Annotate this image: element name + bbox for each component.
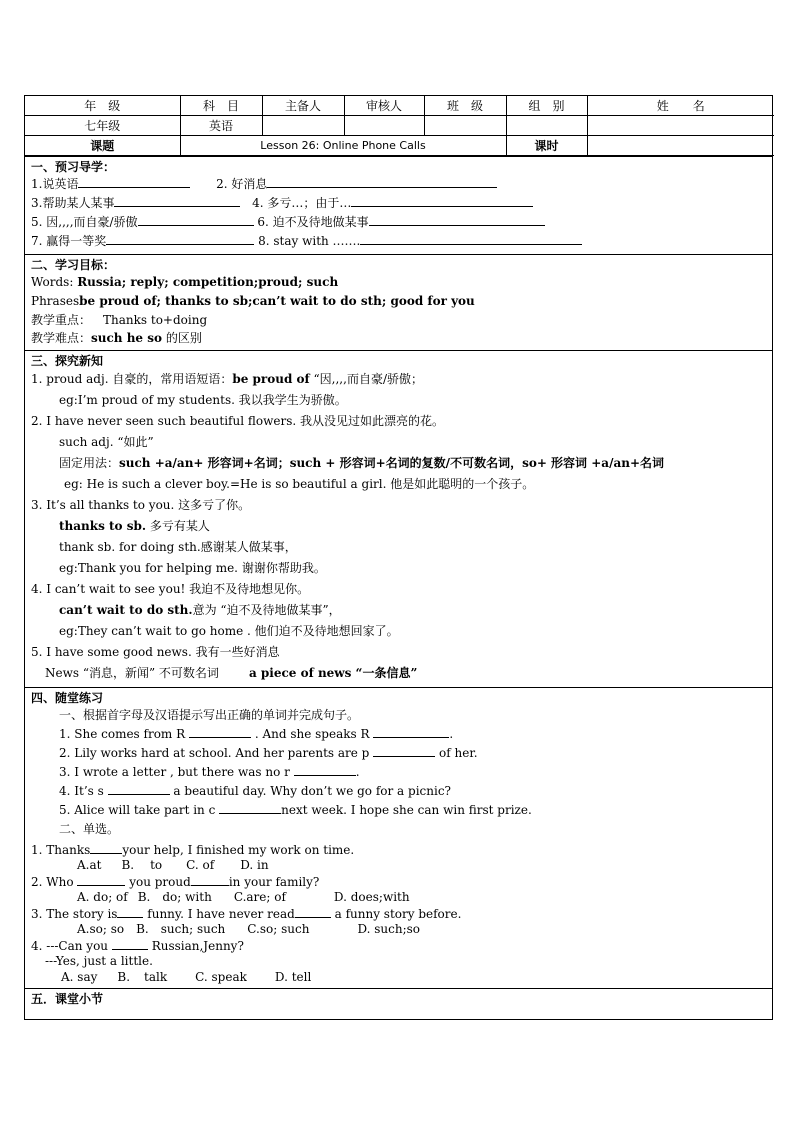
option-b-label[interactable]: B.	[137, 890, 151, 904]
explore-text: 意为 “迫不及待地做某事”，	[192, 603, 341, 617]
worksheet	[24, 95, 773, 1020]
fill-question-2	[31, 744, 766, 763]
question-text: 4. It’s s	[59, 784, 104, 798]
section-practice-title: 四、随堂练习	[31, 691, 104, 705]
option-b-label[interactable]: B.	[117, 970, 131, 984]
preview-line-2	[31, 194, 766, 213]
question-text: a funny story before.	[330, 907, 462, 921]
preview-item-1: 1.说英语	[31, 177, 79, 191]
answer-blank[interactable]	[90, 841, 122, 854]
answer-blank[interactable]	[360, 232, 582, 245]
preview-item-8: 8. stay with …….	[258, 234, 361, 248]
mc-question-4	[31, 937, 766, 953]
mc-options-3	[31, 921, 766, 937]
explore-line	[31, 369, 766, 390]
question-text: 5. Alice will take part in c	[59, 803, 216, 817]
answer-blank[interactable]	[373, 744, 435, 757]
preparer-cell	[262, 116, 344, 136]
group-cell	[506, 116, 587, 136]
preview-item-5: 5. 因,,,,而自豪/骄傲	[31, 215, 138, 229]
preview-item-6: 6. 迫不及待地做某事	[257, 215, 369, 229]
label-subject: 科 目	[180, 96, 262, 116]
section-practice	[25, 687, 772, 988]
answer-blank[interactable]	[295, 905, 331, 918]
explore-line: 2. I have never seen such beautiful flowers. 我从没见过如此漂亮的花。	[31, 414, 444, 428]
answer-blank[interactable]	[373, 725, 449, 738]
header-row-labels	[25, 96, 774, 116]
answer-blank[interactable]	[219, 801, 281, 814]
option-b[interactable]: such; such	[160, 922, 226, 936]
option-a[interactable]: A.at	[77, 858, 102, 872]
question-text: funny. I have never read	[143, 907, 295, 921]
mc-question-3	[31, 905, 766, 921]
key-label: 教学重点：	[31, 313, 92, 327]
option-b[interactable]: to	[150, 858, 163, 872]
fill-question-3	[31, 763, 766, 782]
option-d[interactable]: D. in	[240, 858, 269, 872]
words-list: Russia; reply; competition;proud; such	[77, 275, 339, 289]
objective-words	[31, 273, 766, 292]
practice-part-2: 二、单选。	[59, 822, 120, 836]
label-preparer: 主备人	[262, 96, 344, 116]
question-text: 1. Thanks	[31, 843, 91, 857]
explore-line: eg:They can’t wait to go home . 他们迫不及待地想回家了。	[59, 624, 399, 638]
mc-options-1	[31, 857, 766, 873]
topic-label: 课题	[25, 136, 180, 156]
option-d[interactable]: D. tell	[274, 970, 312, 984]
explore-text: “因,,,,而自豪/骄傲；	[313, 372, 423, 386]
preview-item-4: 4. 多亏…；由于…	[252, 196, 352, 210]
preview-line-1	[31, 175, 766, 194]
explore-line: eg: He is such a clever boy.=He is so beautiful a girl. 他是如此聪明的一个孩子。	[64, 477, 535, 491]
option-c[interactable]: C. speak	[195, 970, 247, 984]
question-text: 3. I wrote a letter , but there was no r	[59, 765, 290, 779]
explore-text: 多亏有某人	[146, 519, 210, 533]
explore-line	[31, 663, 766, 684]
explore-bold: thanks to sb.	[59, 519, 147, 533]
difficulty-label: 教学难点：	[31, 331, 92, 345]
period-cell	[587, 136, 774, 156]
question-text: in your family?	[228, 875, 320, 889]
section-explore	[25, 350, 772, 687]
option-a[interactable]: A.so; so	[77, 922, 125, 936]
topic-value: Lesson 26: Online Phone Calls	[180, 136, 506, 156]
section-summary-title: 五．课堂小节	[31, 992, 104, 1006]
answer-blank[interactable]	[267, 175, 497, 188]
preview-line-3	[31, 213, 766, 232]
explore-bold: a piece of news “一条信息”	[248, 666, 418, 680]
explore-text: News “消息，新闻” 不可数名词	[45, 666, 219, 680]
header-row-topic	[25, 136, 774, 156]
option-b[interactable]: do; with	[162, 890, 212, 904]
question-text: 4. ---Can you	[31, 939, 109, 953]
question-text: .	[355, 765, 360, 779]
explore-bold: be proud of	[232, 372, 310, 386]
question-text: a beautiful day. Why don’t we go for a picnic?	[169, 784, 451, 798]
preview-item-7: 7. 赢得一等奖	[31, 234, 107, 248]
option-a[interactable]: A. say	[61, 970, 98, 984]
phrases-label: Phrases	[31, 294, 80, 308]
fill-question-4	[31, 782, 766, 801]
preview-line-4	[31, 232, 766, 251]
explore-line: eg:Thank you for helping me. 谢谢你帮助我。	[59, 561, 326, 575]
mc-question-1	[31, 841, 766, 857]
objective-key-point	[31, 311, 766, 329]
question-text: 2. Who	[31, 875, 74, 889]
fill-question-5	[31, 801, 766, 820]
explore-text: 固定用法：	[59, 456, 120, 470]
explore-bold: such +a/an+ 形容词+名词；such + 形容词+名词的复数/不可数名词，so+ 形容词 +a/an+名词	[119, 456, 665, 470]
objective-phrases	[31, 292, 766, 311]
answer-blank[interactable]	[294, 763, 356, 776]
answer-blank[interactable]	[138, 213, 254, 226]
question-text: .	[449, 727, 454, 741]
explore-line	[31, 516, 766, 537]
explore-line: such adj. “如此”	[59, 435, 154, 449]
section-objectives-title: 二、学习目标：	[31, 258, 116, 272]
answer-blank[interactable]	[191, 873, 229, 886]
section-summary	[25, 988, 772, 1019]
mc-options-4	[31, 969, 766, 985]
label-class: 班 级	[424, 96, 506, 116]
answer-blank[interactable]	[78, 175, 190, 188]
label-name: 姓 名	[587, 96, 774, 116]
answer-blank[interactable]	[77, 873, 125, 886]
question-text: Russian,Jenny?	[147, 939, 244, 953]
preview-item-3: 3.帮助某人某事	[31, 196, 115, 210]
preview-item-2: 2. 好消息	[216, 177, 268, 191]
answer-blank[interactable]	[108, 782, 170, 795]
explore-line	[31, 600, 766, 621]
mc-options-2	[31, 889, 766, 905]
section-preview	[25, 156, 772, 254]
mc-question-2	[31, 873, 766, 889]
option-a[interactable]: A. do; of	[77, 890, 128, 904]
answer-blank[interactable]	[112, 937, 148, 950]
explore-line: 4. I can’t wait to see you! 我迫不及待地想见你。	[31, 582, 310, 596]
difficulty-tail: 的区别	[162, 331, 202, 345]
section-objectives	[25, 254, 772, 350]
answer-blank[interactable]	[114, 194, 240, 207]
header-row-values	[25, 116, 774, 136]
explore-bold: can’t wait to do sth.	[59, 603, 193, 617]
answer-blank[interactable]	[106, 232, 254, 245]
answer-blank[interactable]	[369, 213, 545, 226]
question-text: your help, I finished my work on time.	[122, 843, 355, 857]
option-b[interactable]: talk	[144, 970, 168, 984]
mc-question-4-reply: ---Yes, just a little.	[45, 954, 153, 968]
key-value: Thanks to+doing	[103, 313, 208, 327]
section-explore-title: 三、探究新知	[31, 354, 104, 368]
option-d[interactable]: D. such;so	[357, 922, 421, 936]
answer-blank[interactable]	[351, 194, 533, 207]
explore-line: thank sb. for doing sth.感谢某人做某事，	[59, 540, 297, 554]
practice-part-1: 一、根据首字母及汉语提示写出正确的单词并完成句子。	[59, 708, 360, 722]
name-cell	[587, 116, 774, 136]
header-table	[25, 96, 774, 156]
reviewer-cell	[344, 116, 424, 136]
label-group: 组 别	[506, 96, 587, 116]
period-label: 课时	[506, 136, 587, 156]
question-text: you proud	[125, 875, 191, 889]
label-grade: 年 级	[25, 96, 180, 116]
question-text: 1. She comes from R	[59, 727, 186, 741]
grade-value: 七年级	[25, 116, 180, 136]
option-b-label[interactable]: B.	[121, 858, 135, 872]
question-text: of her.	[435, 746, 478, 760]
fill-question-1	[31, 725, 766, 744]
label-reviewer: 审核人	[344, 96, 424, 116]
explore-line: eg:I’m proud of my students. 我以我学生为骄傲。	[59, 393, 347, 407]
question-text: next week. I hope she can win first prize.	[281, 803, 532, 817]
option-b-label[interactable]: B.	[136, 922, 149, 936]
answer-blank[interactable]	[117, 905, 143, 918]
option-c[interactable]: C.are; of	[233, 890, 286, 904]
section-preview-title: 一、预习导学：	[31, 160, 116, 174]
difficulty-value: such he so	[91, 331, 163, 345]
answer-blank[interactable]	[189, 725, 251, 738]
words-label: Words:	[31, 275, 78, 289]
question-text: . And she speaks R	[254, 727, 370, 741]
phrases-list: be proud of; thanks to sb;can’t wait to do sth; good for you	[79, 294, 475, 308]
explore-line: 5. I have some good news. 我有一些好消息	[31, 645, 280, 659]
explore-line: 3. It’s all thanks to you. 这多亏了你。	[31, 498, 251, 512]
option-c[interactable]: C.so; such	[247, 922, 310, 936]
question-text: 3. The story is	[31, 907, 118, 921]
option-d[interactable]: D. does;with	[333, 890, 410, 904]
option-c[interactable]: C. of	[186, 858, 215, 872]
explore-text: 1. proud adj. 自豪的，常用语短语：	[31, 372, 233, 386]
objective-difficulty	[31, 329, 766, 347]
explore-line	[31, 453, 766, 474]
class-cell	[424, 116, 506, 136]
question-text: 2. Lily works hard at school. And her parents are p	[59, 746, 370, 760]
subject-value: 英语	[180, 116, 262, 136]
